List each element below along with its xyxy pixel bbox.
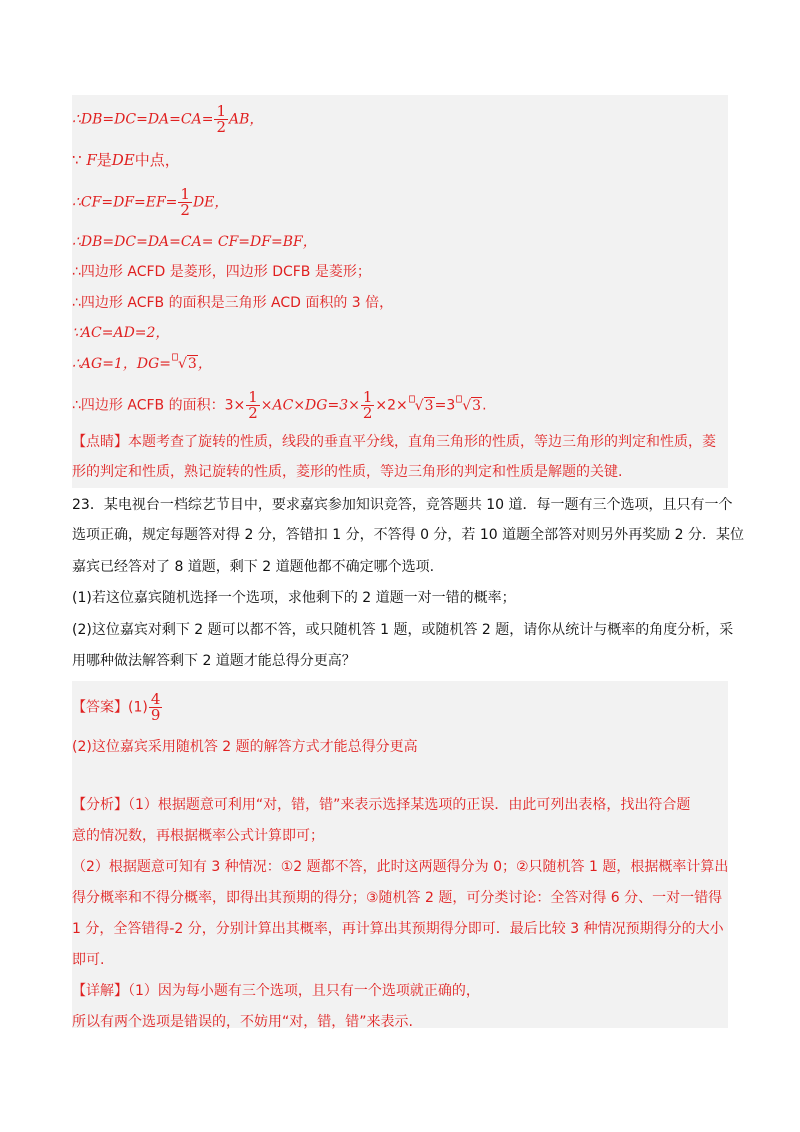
text: ∴AG=1，DG=: [72, 356, 171, 372]
text: AB，: [228, 111, 264, 128]
analysis-line-2: 意的情况数，再根据概率公式计算即可；: [72, 828, 324, 844]
fraction: [149, 692, 163, 723]
analysis-line-6: 即可.: [72, 952, 105, 968]
answer-part-2: (2)这位嘉宾采用随机答 2 题的解答方式才能总得分更高: [72, 739, 418, 755]
detail-line-1: 【详解】（1）因为每小题有三个选项，且只有一个选项就正确的，: [72, 983, 480, 999]
question-part-2: (2)这位嘉宾对剩下 2 题可以都不答，或只随机答 1 题，或随机答 2 题，请你从统计与概率的角度分析，采: [72, 622, 734, 638]
denominator: 2: [248, 404, 258, 422]
solution-line-9: [72, 390, 487, 421]
answer-block: [72, 681, 728, 1028]
sqrt: √3: [408, 398, 435, 414]
radicand: 3: [472, 397, 482, 414]
solution-line-4: ∴DB=DC=DA=CA= CF=DF=BF，: [72, 234, 317, 250]
fraction: [361, 390, 375, 421]
sqrt: √3: [455, 398, 482, 414]
comment-line-2: 形的判定和性质，熟记旋转的性质，菱形的性质，等边三角形的判定和性质是解题的关键.: [72, 464, 623, 480]
text: DE: [111, 151, 135, 169]
denominator: 2: [362, 404, 373, 422]
solution-line-2: [72, 150, 180, 170]
text: ∴DB=DC=DA=CA=: [72, 111, 214, 128]
detail-line-2: 所以有两个选项是错误的，不妨用“对，错，错”来表示.: [72, 1014, 413, 1030]
analysis-line-1: 【分析】（1）根据题意可利用“对，错，错”来表示选择某选项的正误．由此可列出表格，找出符合题: [72, 797, 691, 813]
numerator: 1: [180, 185, 190, 203]
text: ，: [197, 356, 212, 372]
solution-line-6: ∴四边形 ACFB 的面积是三角形 ACD 面积的 3 倍，: [72, 295, 394, 311]
denominator: 2: [180, 201, 190, 219]
analysis-line-3: （2）根据题意可知有 3 种情况：①2 题都不答，此时这两题得分为 0；②只随机答 1 题，根据概率计算出: [72, 859, 729, 875]
analysis-line-4: 得分概率和不得分概率，即得出其预期的得分；③随机答 2 题，可分类讨论：全答对得 6 分、一对一错得: [72, 890, 723, 906]
question-line-1: 23．某电视台一档综艺节目中，要求嘉宾参加知识竞答，竞答题共 10 道．每一题有三个选项，且只有一个: [72, 497, 733, 513]
solution-line-1: [72, 104, 263, 135]
numerator: 1: [248, 388, 258, 406]
radicand: 3: [187, 356, 197, 372]
sqrt: √3: [171, 356, 198, 372]
denominator: 9: [150, 706, 161, 724]
placeholder-box-icon: [456, 395, 462, 402]
question-line-3: 嘉宾已经答对了 8 道题，剩下 2 道题他都不确定哪个选项.: [72, 559, 435, 575]
radicand: 3: [424, 397, 434, 414]
numerator: 1: [216, 102, 226, 120]
text: ×2×: [375, 397, 408, 414]
denominator: 2: [216, 118, 226, 136]
text: 是: [96, 151, 112, 169]
fraction: [246, 390, 260, 421]
numerator: 1: [362, 388, 373, 406]
text: ∴CF=DF=EF=: [72, 194, 178, 211]
text: F: [86, 151, 97, 169]
question-line-2: 选项正确，规定每题答对得 2 分，答错扣 1 分，不答得 0 分，若 10 道题全部答对则另外再奖励 2 分．某位: [72, 527, 744, 543]
placeholder-box-icon: [172, 354, 178, 361]
fraction: [214, 104, 228, 135]
text: ∵: [72, 151, 87, 169]
text: ×AC×DG=3×: [260, 397, 360, 414]
fraction: [178, 187, 192, 218]
text: ∴四边形 ACFB 的面积：3×: [72, 397, 246, 414]
text: DE，: [192, 194, 229, 211]
placeholder-box-icon: [409, 395, 415, 402]
text: .: [482, 397, 487, 414]
solution-line-3: [72, 187, 228, 218]
numerator: 4: [150, 690, 161, 708]
answer-label: 【答案】(1): [72, 699, 148, 716]
question-part-1: (1)若这位嘉宾随机选择一个选项，求他剩下的 2 道题一对一错的概率；: [72, 590, 516, 606]
answer-part-1: [72, 692, 163, 723]
text: =3: [434, 397, 456, 414]
solution-line-5: ∴四边形 ACFD 是菱形，四边形 DCFB 是菱形；: [72, 264, 371, 280]
solution-line-8: [72, 352, 212, 374]
solution-line-7: ∵AC=AD=2，: [72, 325, 170, 341]
question-line-6: 用哪种做法解答剩下 2 道题才能总得分更高？: [72, 653, 356, 669]
comment-line-1: 【点睛】本题考查了旋转的性质，线段的垂直平分线，直角三角形的性质，等边三角形的判定和性质，菱: [72, 434, 716, 450]
text: 中点，: [134, 151, 180, 169]
analysis-line-5: 1 分，全答错得-2 分，分别计算出其概率，再计算出其预期得分即可．最后比较 3 种情况预期得分的大小: [72, 921, 724, 937]
